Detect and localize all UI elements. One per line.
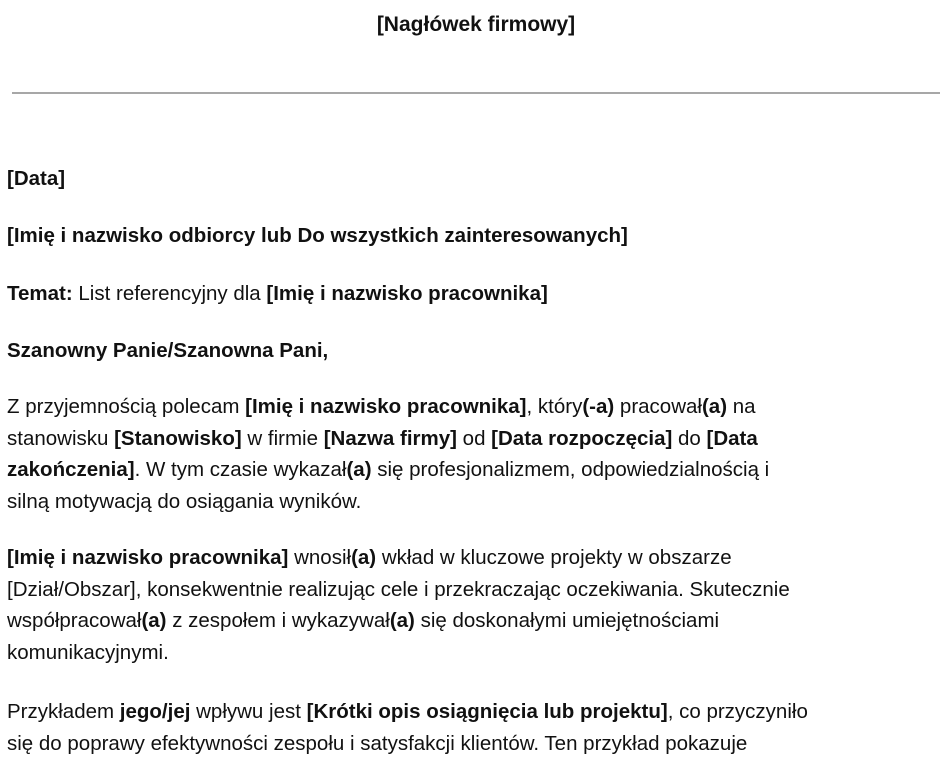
body-text: Przykładem: [7, 700, 120, 723]
bold-text: [Imię i nazwisko pracownika]: [7, 546, 288, 569]
letterhead-title: [Nagłówek firmowy]: [0, 8, 946, 42]
body-text: [Dział/Obszar], konsekwentnie realizując cele i przekraczając oczekiwania. Skutecznie: [7, 578, 790, 601]
paragraph-line: [7, 605, 946, 637]
paragraph-line: [7, 574, 946, 606]
body-text: do: [672, 427, 706, 450]
header-divider: [12, 92, 940, 94]
bold-text: [Stanowisko]: [114, 427, 242, 450]
subject-text: List referencyjny dla: [78, 282, 260, 305]
paragraph-line: [7, 637, 946, 669]
body-text: , który: [527, 395, 583, 418]
paragraph-line: [7, 728, 946, 759]
paragraph-line: [7, 391, 946, 423]
body-text: się profesjonalizmem, odpowiedzialnością i: [372, 458, 770, 481]
body-text: współpracował: [7, 609, 141, 632]
bold-text: (a): [390, 609, 415, 632]
body-text: silną motywacją do osiągania wyników.: [7, 490, 361, 513]
bold-text: zakończenia]: [7, 458, 135, 481]
body-text: się do poprawy efektywności zespołu i satysfakcji klientów. Ten przykład pokazuje: [7, 732, 747, 755]
body-text: z zespołem i wykazywał: [167, 609, 390, 632]
date-line: [Data]: [7, 163, 946, 194]
bold-text: [Nazwa firmy]: [324, 427, 457, 450]
body-text: w firmie: [242, 427, 324, 450]
bold-text: [Krótki opis osiągnięcia lub projektu]: [307, 700, 668, 723]
body-text: stanowisku: [7, 427, 114, 450]
body-text: Z przyjemnością polecam: [7, 395, 245, 418]
paragraph-line: [7, 423, 946, 455]
body-text: wkład w kluczowe projekty w obszarze: [376, 546, 731, 569]
paragraph-line: [7, 486, 946, 518]
bold-text: (a): [351, 546, 376, 569]
body-text: pracował: [614, 395, 702, 418]
body-text: komunikacyjnymi.: [7, 641, 169, 664]
bold-text: jego/jej: [120, 700, 191, 723]
body-text: . W tym czasie wykazał: [135, 458, 347, 481]
body-text: wnosił: [288, 546, 351, 569]
bold-text: (-a): [582, 395, 614, 418]
body-text: wpływu jest: [190, 700, 306, 723]
bold-text: (a): [702, 395, 727, 418]
body-text: na: [727, 395, 756, 418]
paragraph-2: [7, 542, 946, 668]
recipient-line: [Imię i nazwisko odbiorcy lub Do wszystkich zainteresowanych]: [7, 220, 946, 251]
subject-line: [7, 278, 946, 309]
paragraph-line: [7, 542, 946, 574]
paragraph-line: [7, 696, 946, 728]
subject-placeholder: [Imię i nazwisko pracownika]: [266, 282, 547, 305]
bold-text: (a): [141, 609, 166, 632]
paragraph-1: [7, 391, 946, 517]
bold-text: [Imię i nazwisko pracownika]: [245, 395, 526, 418]
salutation: Szanowny Panie/Szanowna Pani,: [7, 335, 946, 366]
paragraph-line: [7, 454, 946, 486]
bold-text: [Data: [707, 427, 758, 450]
bold-text: (a): [346, 458, 371, 481]
body-text: , co przyczyniło: [668, 700, 808, 723]
body-text: się doskonałymi umiejętnościami: [415, 609, 719, 632]
subject-label: Temat:: [7, 282, 73, 305]
paragraph-3: [7, 696, 946, 759]
bold-text: [Data rozpoczęcia]: [491, 427, 672, 450]
body-text: od: [457, 427, 491, 450]
